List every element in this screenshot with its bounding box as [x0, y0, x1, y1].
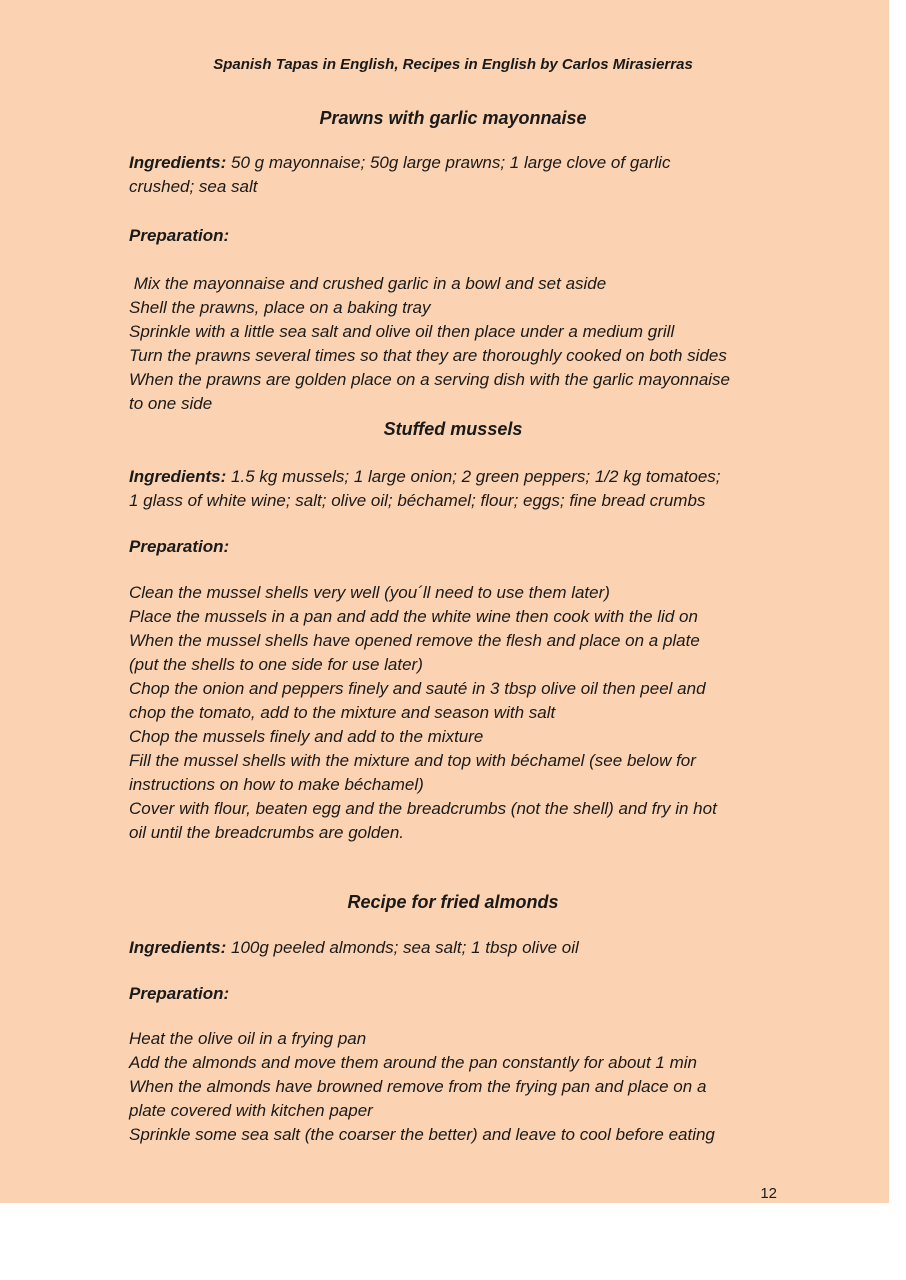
recipe-section-prawns	[129, 106, 777, 416]
ingredients-paragraph	[129, 465, 777, 513]
preparation-label: Preparation:	[129, 984, 230, 1003]
step-line: Mix the mayonnaise and crushed garlic in a bowl and set aside	[129, 274, 607, 293]
step-line: (put the shells to one side for use later)	[129, 655, 423, 674]
step-line: Sprinkle some sea salt (the coarser the better) and leave to cool before eating	[129, 1125, 715, 1144]
step-line: Place the mussels in a pan and add the white wine then cook with the lid on	[129, 607, 698, 626]
preparation-label: Preparation:	[129, 537, 230, 556]
ingredients-line: crushed; sea salt	[129, 177, 258, 196]
preparation-steps	[129, 272, 777, 416]
ingredients-line	[129, 465, 777, 489]
step-line: Fill the mussel shells with the mixture and top with béchamel (see below for	[129, 751, 696, 770]
recipe-title: Recipe for fried almonds	[347, 892, 559, 912]
step-line: Turn the prawns several times so that they are thoroughly cooked on both sides	[129, 346, 727, 365]
recipe-section-almonds	[129, 890, 777, 1147]
step-line: oil until the breadcrumbs are golden.	[129, 823, 404, 842]
ingredients-text: 50 g mayonnaise; 50g large prawns; 1 large clove of garlic	[226, 153, 671, 172]
ingredients-text: 100g peeled almonds; sea salt; 1 tbsp olive oil	[226, 938, 579, 957]
ingredients-paragraph	[129, 936, 777, 960]
step-line: Shell the prawns, place on a baking tray	[129, 298, 431, 317]
step-line: to one side	[129, 394, 213, 413]
step-line: Cover with flour, beaten egg and the breadcrumbs (not the shell) and fry in hot	[129, 799, 717, 818]
step-line: plate covered with kitchen paper	[129, 1101, 373, 1120]
ingredients-line	[129, 936, 777, 960]
preparation-label: Preparation:	[129, 226, 230, 245]
step-line: chop the tomato, add to the mixture and season with salt	[129, 703, 556, 722]
step-line: Chop the mussels finely and add to the mixture	[129, 727, 484, 746]
step-line: When the prawns are golden place on a serving dish with the garlic mayonnaise	[129, 370, 731, 389]
ingredients-line	[129, 151, 777, 175]
preparation-steps	[129, 1027, 777, 1147]
step-line: Heat the olive oil in a frying pan	[129, 1029, 367, 1048]
step-line: Clean the mussel shells very well (you´ll need to use them later)	[129, 583, 610, 602]
recipe-title: Prawns with garlic mayonnaise	[319, 108, 587, 128]
ingredients-paragraph	[129, 151, 777, 199]
step-line: instructions on how to make béchamel)	[129, 775, 424, 794]
page-number: 12	[760, 1185, 777, 1202]
step-line: Chop the onion and peppers finely and sauté in 3 tbsp olive oil then peel and	[129, 679, 706, 698]
step-line: Add the almonds and move them around the pan constantly for about 1 min	[129, 1053, 697, 1072]
preparation-steps	[129, 581, 777, 845]
step-line: Sprinkle with a little sea salt and olive oil then place under a medium grill	[129, 322, 675, 341]
ingredients-label: Ingredients:	[129, 938, 227, 957]
ingredients-line: 1 glass of white wine; salt; olive oil; béchamel; flour; eggs; fine bread crumbs	[129, 491, 706, 510]
recipe-title: Stuffed mussels	[383, 419, 523, 439]
ingredients-label: Ingredients:	[129, 467, 227, 486]
ingredients-label: Ingredients:	[129, 153, 227, 172]
document-header: Spanish Tapas in English, Recipes in English by Carlos Mirasierras	[213, 56, 693, 73]
step-line: When the almonds have browned remove from the frying pan and place on a	[129, 1077, 707, 1096]
step-line: When the mussel shells have opened remove the flesh and place on a plate	[129, 631, 700, 650]
ingredients-text: 1.5 kg mussels; 1 large onion; 2 green peppers; 1/2 kg tomatoes;	[226, 467, 721, 486]
recipe-section-mussels	[129, 417, 777, 845]
